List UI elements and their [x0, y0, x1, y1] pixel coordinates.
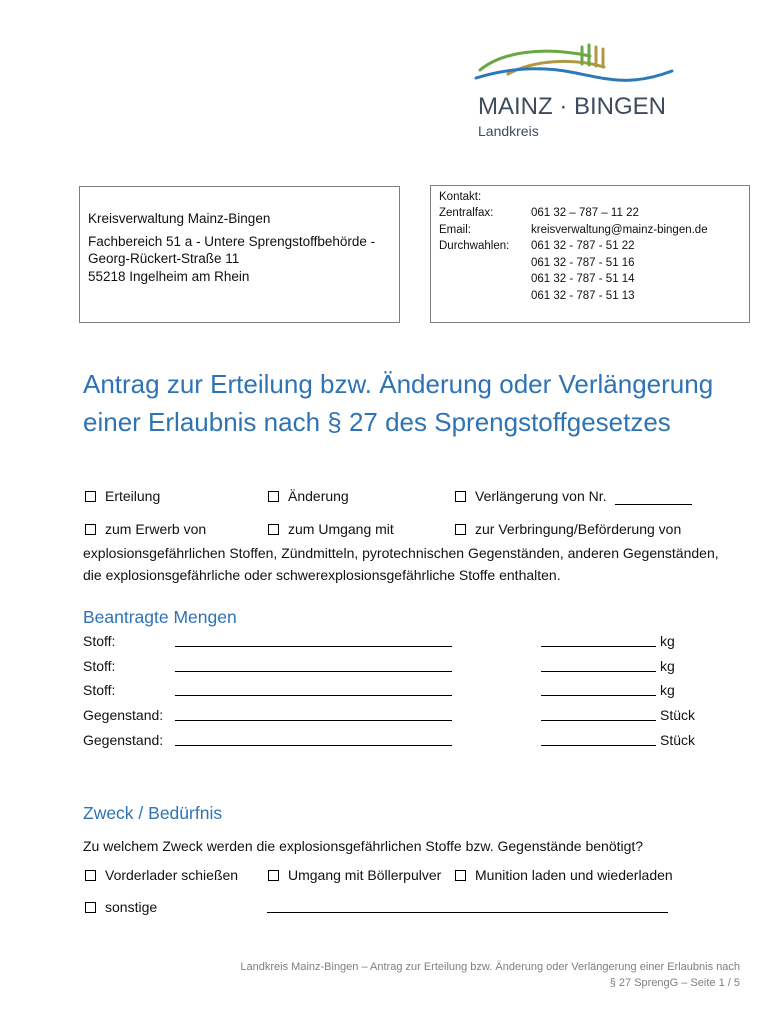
- logo-river-wave: [476, 69, 672, 80]
- contact-heading: Kontakt:: [439, 191, 482, 203]
- purpose-question: Zu welchem Zweck werden die explosionsgefährlichen Stoffe bzw. Gegenstände benötigt?: [83, 838, 644, 854]
- amount-field[interactable]: [541, 656, 656, 672]
- article-name-field[interactable]: [175, 705, 452, 721]
- option-vorderlader[interactable]: [85, 865, 238, 885]
- address-line: 55218 Ingelheim am Rhein: [88, 269, 250, 284]
- substance-name-field[interactable]: [175, 680, 452, 696]
- unit-label: Stück: [660, 707, 696, 723]
- landkreis-logo: [470, 40, 675, 140]
- quantity-row: [83, 680, 703, 700]
- contact-fax-value: 061 32 – 787 – 11 22: [531, 207, 639, 219]
- option-aenderung[interactable]: [268, 486, 349, 506]
- unit-label: Stück: [660, 732, 696, 748]
- vorderlader-checkbox[interactable]: [85, 870, 96, 881]
- amount-field[interactable]: [541, 631, 656, 647]
- quantities-heading: Beantragte Mengen: [83, 607, 237, 627]
- contact-phone-value: 061 32 - 787 - 51 16: [531, 257, 635, 269]
- option-label: Munition laden und wiederladen: [475, 867, 673, 883]
- unit-label: kg: [660, 682, 675, 698]
- option-label: zum Umgang mit: [288, 521, 394, 537]
- article-name-field[interactable]: [175, 730, 452, 746]
- footer-page-info: § 27 SprengG – Seite 1 / 5: [609, 977, 740, 989]
- verbringung-checkbox[interactable]: [455, 524, 466, 535]
- logo-emblem: [470, 40, 675, 85]
- quantity-label: Gegenstand:: [83, 707, 164, 723]
- option-verlaengerung[interactable]: [455, 486, 692, 506]
- amount-field[interactable]: [541, 705, 656, 721]
- aenderung-checkbox[interactable]: [268, 491, 279, 502]
- recipient-address-box: [79, 186, 400, 323]
- logo-subtitle: Landkreis: [478, 123, 539, 139]
- option-label: zum Erwerb von: [105, 521, 207, 537]
- option-sonstige[interactable]: [85, 897, 157, 917]
- option-label: Verlängerung von Nr.: [475, 488, 607, 504]
- quantity-label: Stoff:: [83, 682, 116, 698]
- contact-label: Zentralfax:: [439, 207, 494, 219]
- verlaengerung-checkbox[interactable]: [455, 491, 466, 502]
- contact-phone-value: 061 32 - 787 - 51 22: [531, 240, 635, 252]
- quantity-row: [83, 730, 703, 750]
- option-label: Änderung: [288, 488, 349, 504]
- activity-object-text: explosionsgefährlichen Stoffen, Zündmitteln, pyrotechnischen Gegenständen, anderen Gegenständen,: [83, 545, 719, 561]
- footer-text-line-1: Landkreis Mainz-Bingen – Antrag zur Erteilung bzw. Änderung oder Verlängerung einer Erlaubnis nach: [240, 961, 740, 973]
- substance-name-field[interactable]: [175, 631, 452, 647]
- address-line: Fachbereich 51 a - Untere Sprengstoffbehörde -: [88, 234, 376, 249]
- contact-phone-value: 061 32 - 787 - 51 14: [531, 273, 635, 285]
- amount-field[interactable]: [541, 730, 656, 746]
- purpose-heading: Zweck / Bedürfnis: [83, 803, 223, 823]
- amount-field[interactable]: [541, 680, 656, 696]
- substance-name-field[interactable]: [175, 656, 452, 672]
- option-verbringung[interactable]: [455, 519, 681, 539]
- sonstige-text-field[interactable]: [267, 898, 668, 913]
- umgang-checkbox[interactable]: [268, 524, 279, 535]
- boellerpulver-checkbox[interactable]: [268, 870, 279, 881]
- erteilung-checkbox[interactable]: [85, 491, 96, 502]
- contact-email-link[interactable]: kreisverwaltung@mainz-bingen.de: [531, 224, 708, 236]
- quantity-label: Gegenstand:: [83, 732, 164, 748]
- quantity-row: [83, 705, 703, 725]
- quantity-row: [83, 656, 703, 676]
- quantity-row: [83, 631, 703, 651]
- option-label: zur Verbringung/Beförderung von: [475, 521, 682, 537]
- munition-checkbox[interactable]: [455, 870, 466, 881]
- contact-phone-value: 061 32 - 787 - 51 13: [531, 290, 635, 302]
- activity-object-text: die explosionsgefährliche oder schwerexplosionsgefährliche Stoffe enthalten.: [83, 567, 561, 583]
- erwerb-checkbox[interactable]: [85, 524, 96, 535]
- address-line: Georg-Rückert-Straße 11: [88, 251, 240, 266]
- sonstige-checkbox[interactable]: [85, 902, 96, 913]
- form-title-line-1: Antrag zur Erteilung bzw. Änderung oder Verlängerung: [83, 369, 714, 399]
- quantity-label: Stoff:: [83, 633, 116, 649]
- option-label: Erteilung: [105, 488, 161, 504]
- option-label: Umgang mit Böllerpulver: [288, 867, 442, 883]
- logo-wordmark: MAINZ · BINGEN: [478, 93, 667, 120]
- option-label: sonstige: [105, 899, 158, 915]
- unit-label: kg: [660, 633, 675, 649]
- form-title-line-2: einer Erlaubnis nach § 27 des Sprengstoffgesetzes: [83, 407, 671, 437]
- quantity-label: Stoff:: [83, 658, 116, 674]
- verlaengerung-number-field[interactable]: [615, 490, 692, 505]
- contact-label: Durchwahlen:: [439, 240, 510, 252]
- unit-label: kg: [660, 658, 675, 674]
- option-erwerb[interactable]: [85, 519, 206, 539]
- option-boellerpulver[interactable]: [268, 865, 441, 885]
- option-munition[interactable]: [455, 865, 673, 885]
- contact-label: Email:: [439, 224, 471, 236]
- option-label: Vorderlader schießen: [105, 867, 239, 883]
- address-line: Kreisverwaltung Mainz-Bingen: [88, 211, 271, 226]
- option-umgang[interactable]: [268, 519, 394, 539]
- contact-box: [430, 185, 750, 323]
- option-erteilung[interactable]: [85, 486, 160, 506]
